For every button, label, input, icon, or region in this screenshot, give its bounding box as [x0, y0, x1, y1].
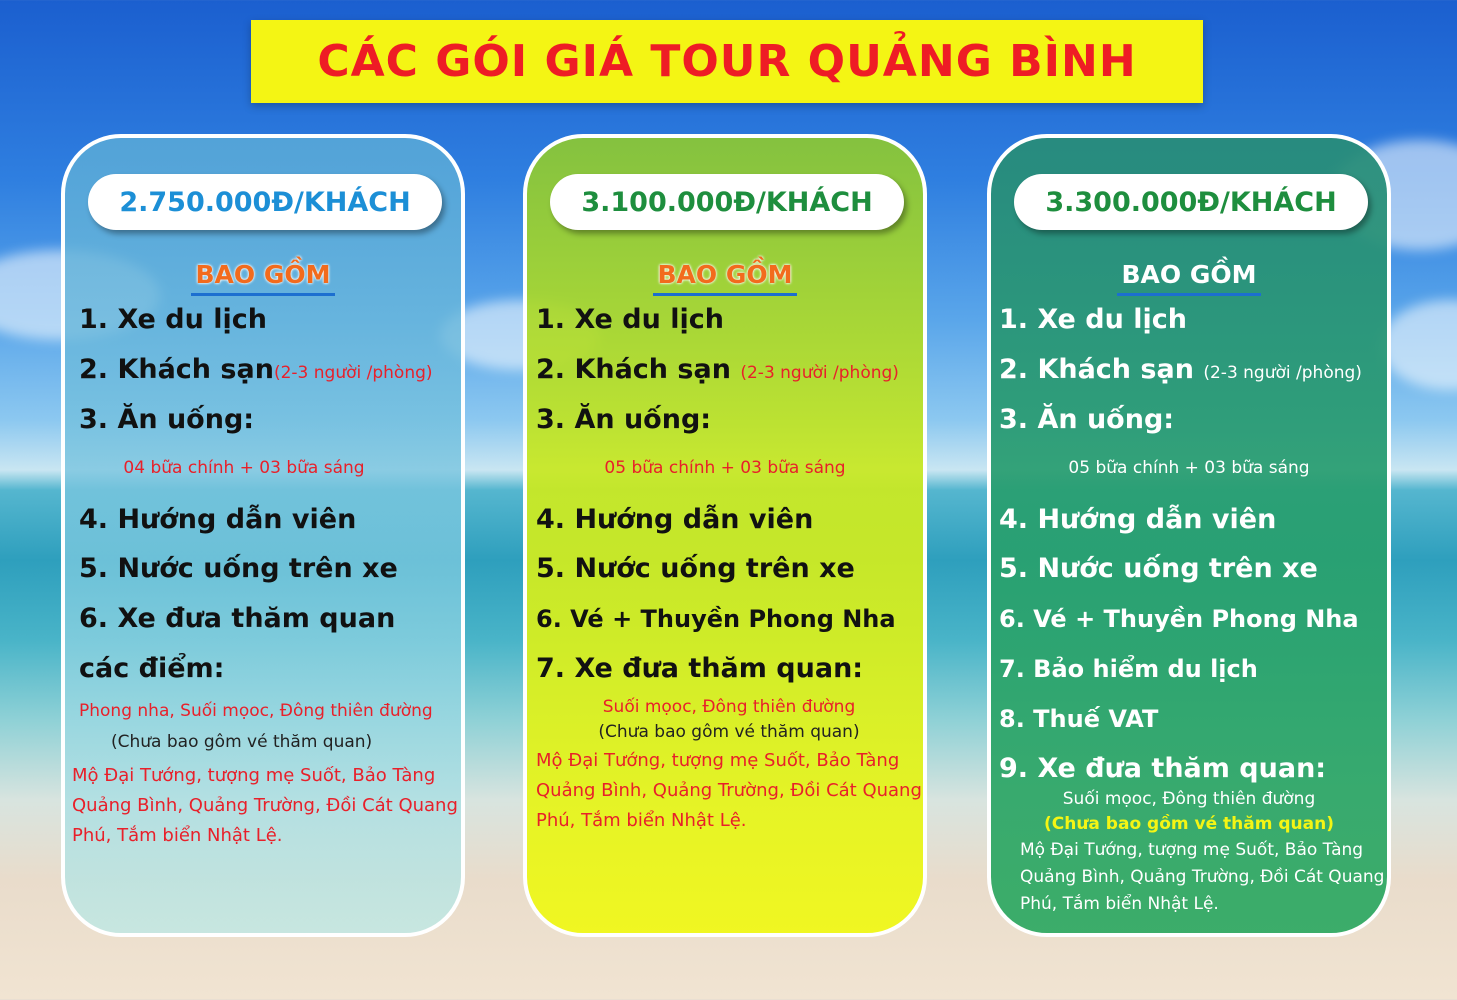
price-badge: 2.750.000Đ/KHÁCH — [88, 174, 442, 230]
spots-list: Phong nha, Suối mọoc, Đông thiên đường — [79, 701, 433, 721]
item-transport: 1. Xe du lịch — [536, 304, 724, 335]
extra-spots — [536, 746, 922, 836]
extra-line: Mộ Đại Tướng, tượng mẹ Suốt, Bảo Tàng — [1020, 840, 1364, 860]
extra-line: Quảng Bình, Quảng Trường, Đồi Cát Quang — [536, 780, 922, 801]
item-hotel-label: 2. Khách sạn — [536, 354, 731, 385]
item-hotel-label: 2. Khách sạn — [79, 354, 274, 385]
item-water: 5. Nước uống trên xe — [79, 553, 398, 584]
item-hotel — [79, 354, 433, 385]
item-ticket-boat: 6. Vé + Thuyền Phong Nha — [999, 605, 1359, 633]
item-vat: 8. Thuế VAT — [999, 705, 1159, 733]
package-card-2 — [523, 134, 927, 937]
excluded-note: (Chưa bao gôm vé thăm quan) — [598, 722, 860, 742]
item-hotel-label: 2. Khách sạn — [999, 354, 1194, 385]
excluded-note: (Chưa bao gôm vé thăm quan) — [111, 732, 373, 752]
item-sightseeing: 9. Xe đưa thăm quan: — [999, 753, 1327, 784]
item-guide: 4. Hướng dẫn viên — [536, 504, 814, 535]
item-guide: 4. Hướng dẫn viên — [79, 504, 357, 535]
item-sightseeing: 6. Xe đưa thăm quan — [79, 603, 396, 634]
item-hotel — [536, 354, 899, 385]
item-insurance: 7. Bảo hiểm du lịch — [999, 655, 1258, 683]
item-meals: 3. Ăn uống: — [999, 404, 1175, 435]
item-ticket-boat: 6. Vé + Thuyền Phong Nha — [536, 605, 896, 633]
price-badge: 3.300.000Đ/KHÁCH — [1014, 174, 1368, 230]
item-meals: 3. Ăn uống: — [79, 404, 255, 435]
cloud — [1380, 300, 1457, 390]
item-guide: 4. Hướng dẫn viên — [999, 504, 1277, 535]
extra-line: Mộ Đại Tướng, tượng mẹ Suốt, Bảo Tàng — [536, 750, 900, 771]
item-meals: 3. Ăn uống: — [536, 404, 712, 435]
extra-line: Phú, Tắm biển Nhật Lệ. — [72, 825, 283, 846]
extra-spots — [72, 761, 458, 851]
item-transport: 1. Xe du lịch — [999, 304, 1187, 335]
item-water: 5. Nước uống trên xe — [536, 553, 855, 584]
item-sightseeing-cont: các điểm: — [79, 653, 225, 684]
extra-line: Quảng Bình, Quảng Trường, Đồi Cát Quang — [1020, 867, 1385, 887]
extra-line: Phú, Tắm biển Nhật Lệ. — [1020, 894, 1219, 914]
item-transport: 1. Xe du lịch — [79, 304, 267, 335]
extra-line: Quảng Bình, Quảng Trường, Đồi Cát Quang — [72, 795, 458, 816]
package-card-1 — [61, 134, 465, 937]
spots-list: Suối mọoc, Đông thiên đường — [1062, 789, 1316, 809]
price-badge: 3.100.000Đ/KHÁCH — [550, 174, 904, 230]
spots-list: Suối mọoc, Đông thiên đường — [602, 697, 856, 717]
item-sightseeing: 7. Xe đưa thăm quan: — [536, 653, 864, 684]
package-card-3 — [987, 134, 1391, 937]
extra-line: Mộ Đại Tướng, tượng mẹ Suốt, Bảo Tàng — [72, 765, 436, 786]
includes-heading — [527, 260, 923, 296]
extra-line: Phú, Tắm biển Nhật Lệ. — [536, 810, 747, 831]
meals-detail: 05 bữa chính + 03 bữa sáng — [604, 458, 846, 478]
includes-heading — [65, 260, 461, 296]
title-banner — [251, 20, 1203, 103]
extra-spots — [1020, 837, 1384, 918]
item-hotel-note: (2-3 người /phòng) — [1203, 363, 1362, 383]
item-hotel-note: (2-3 người /phòng) — [273, 363, 433, 383]
item-water: 5. Nước uống trên xe — [999, 553, 1318, 584]
includes-label: BAO GỒM — [191, 260, 334, 296]
meals-detail: 05 bữa chính + 03 bữa sáng — [1068, 458, 1310, 478]
includes-heading — [991, 260, 1387, 296]
includes-label: BAO GỒM — [1117, 260, 1260, 296]
meals-detail: 04 bữa chính + 03 bữa sáng — [123, 458, 365, 478]
item-hotel-note: (2-3 người /phòng) — [740, 363, 899, 383]
item-hotel — [999, 354, 1362, 385]
excluded-note: (Chưa bao gồm vé thăm quan) — [1043, 814, 1335, 834]
includes-label: BAO GỒM — [653, 260, 796, 296]
page-title: CÁC GÓI GIÁ TOUR QUẢNG BÌNH — [317, 36, 1137, 87]
